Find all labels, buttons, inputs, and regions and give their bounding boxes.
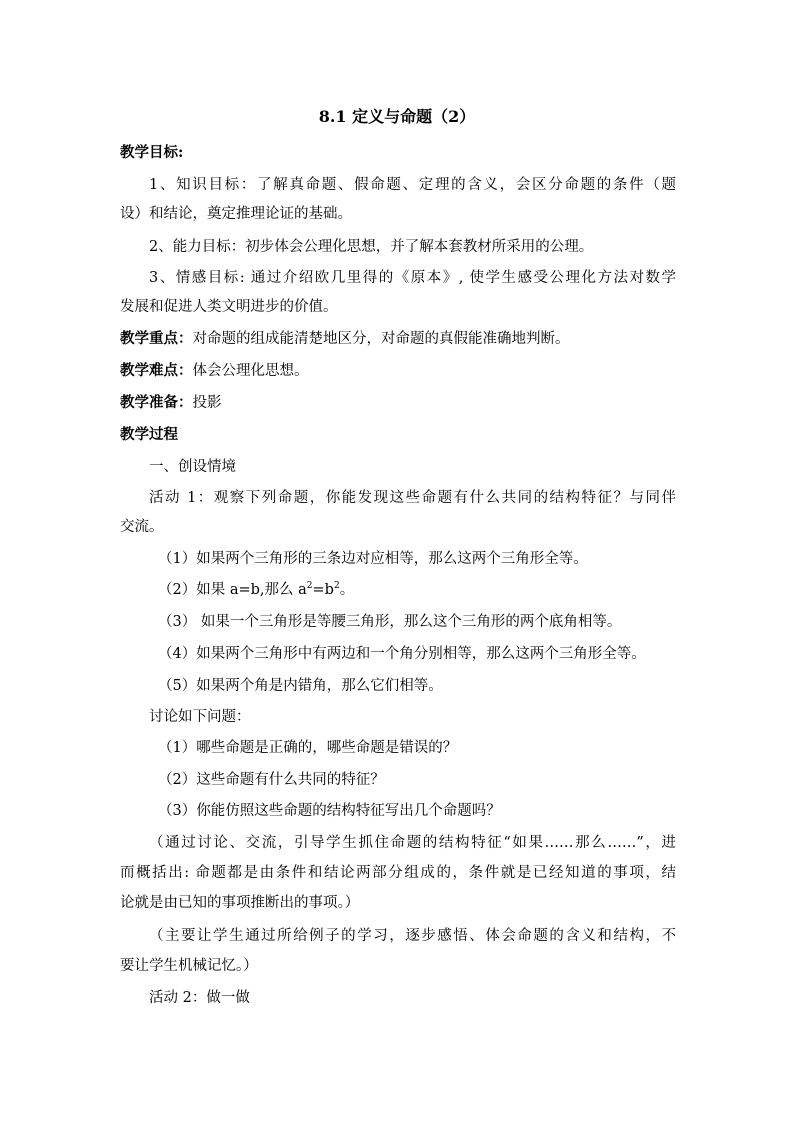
note-1-line-2: 而概括出: 命题都是由条件和结论两部分组成的，条件就是已经知道的事项，结 xyxy=(120,865,676,881)
goal-3-line-2: 发展和促进人类文明进步的价值。 xyxy=(120,299,338,315)
note-2-line-1: （主要让学生通过所给例子的学习，逐步感悟、体会命题的含义和结构，不 xyxy=(149,928,676,944)
activity-2-heading: 活动 2：做一做 xyxy=(149,990,250,1006)
proposition-2-part-a: （2）如果 a=b,那么 a xyxy=(158,582,307,598)
process-heading: 教学过程 xyxy=(120,426,178,443)
difficulty-text: 体会公理化思想。 xyxy=(192,363,309,379)
goal-3-line-1: 3、情感目标: 通过介绍欧几里得的《原本》, 使学生感受公理化方法对数学 xyxy=(149,270,676,286)
activity-1-line-1: 活动 1：观察下列命题，你能发现这些命题有什么共同的结构特征？与同伴 xyxy=(149,490,676,506)
goals-heading: 教学目标: xyxy=(120,144,184,161)
question-1: （1）哪些命题是正确的，哪些命题是错误的？ xyxy=(158,740,458,756)
focus-label: 教学重点： xyxy=(120,330,193,347)
discussion-heading: 讨论如下问题： xyxy=(149,709,251,725)
proposition-5: （5）如果两个角是内错角，那么它们相等。 xyxy=(158,678,443,694)
note-1-line-3: 论就是由已知的事项推断出的事项。） xyxy=(120,895,360,911)
prep-text: 投影 xyxy=(192,395,222,411)
question-2: （2）这些命题有什么共同的特征？ xyxy=(158,772,385,788)
teaching-preparation xyxy=(120,393,676,413)
difficulty-label: 教学难点： xyxy=(120,362,193,379)
prep-label: 教学准备： xyxy=(120,394,193,411)
teaching-focus xyxy=(120,329,676,349)
exponent-b: 2 xyxy=(333,581,340,592)
proposition-2-part-c: 。 xyxy=(339,582,355,598)
goal-2: 2、能力目标：初步体会公理化思想，并了解本套教材所采用的公理。 xyxy=(149,239,594,255)
note-1-line-1: （通过讨论、交流，引导学生抓住命题的结构特征“如果……那么……”，进 xyxy=(149,835,676,851)
goal-1-line-1: 1、知识目标：了解真命题、假命题、定理的含义，会区分命题的条件（题 xyxy=(149,177,676,193)
teaching-difficulty xyxy=(120,361,676,381)
note-2-line-2: 要让学生机械记忆。） xyxy=(120,958,258,974)
goal-1-line-2: 设）和结论，奠定推理论证的基础。 xyxy=(120,206,352,222)
activity-1-line-2: 交流。 xyxy=(120,519,164,535)
section-1-heading: 一、创设情境 xyxy=(149,459,236,475)
proposition-4: （4）如果两个三角形中有两边和一个角分别相等，那么这两个三角形全等。 xyxy=(158,646,646,662)
document-title: 8.1 定义与命题（2） xyxy=(318,107,476,126)
proposition-2-part-b: =b xyxy=(312,582,334,598)
focus-text: 对命题的组成能清楚地区分，对命题的真假能准确地判断。 xyxy=(192,331,570,347)
exponent-a: 2 xyxy=(306,581,313,592)
proposition-2 xyxy=(120,580,676,600)
proposition-3: （3） 如果一个三角形是等腰三角形，那么这个三角形的两个底角相等。 xyxy=(158,614,622,630)
question-3: （3）你能仿照这些命题的结构特征写出几个命题吗？ xyxy=(158,803,501,819)
proposition-1: （1）如果两个三角形的三条边对应相等，那么这两个三角形全等。 xyxy=(158,551,588,567)
